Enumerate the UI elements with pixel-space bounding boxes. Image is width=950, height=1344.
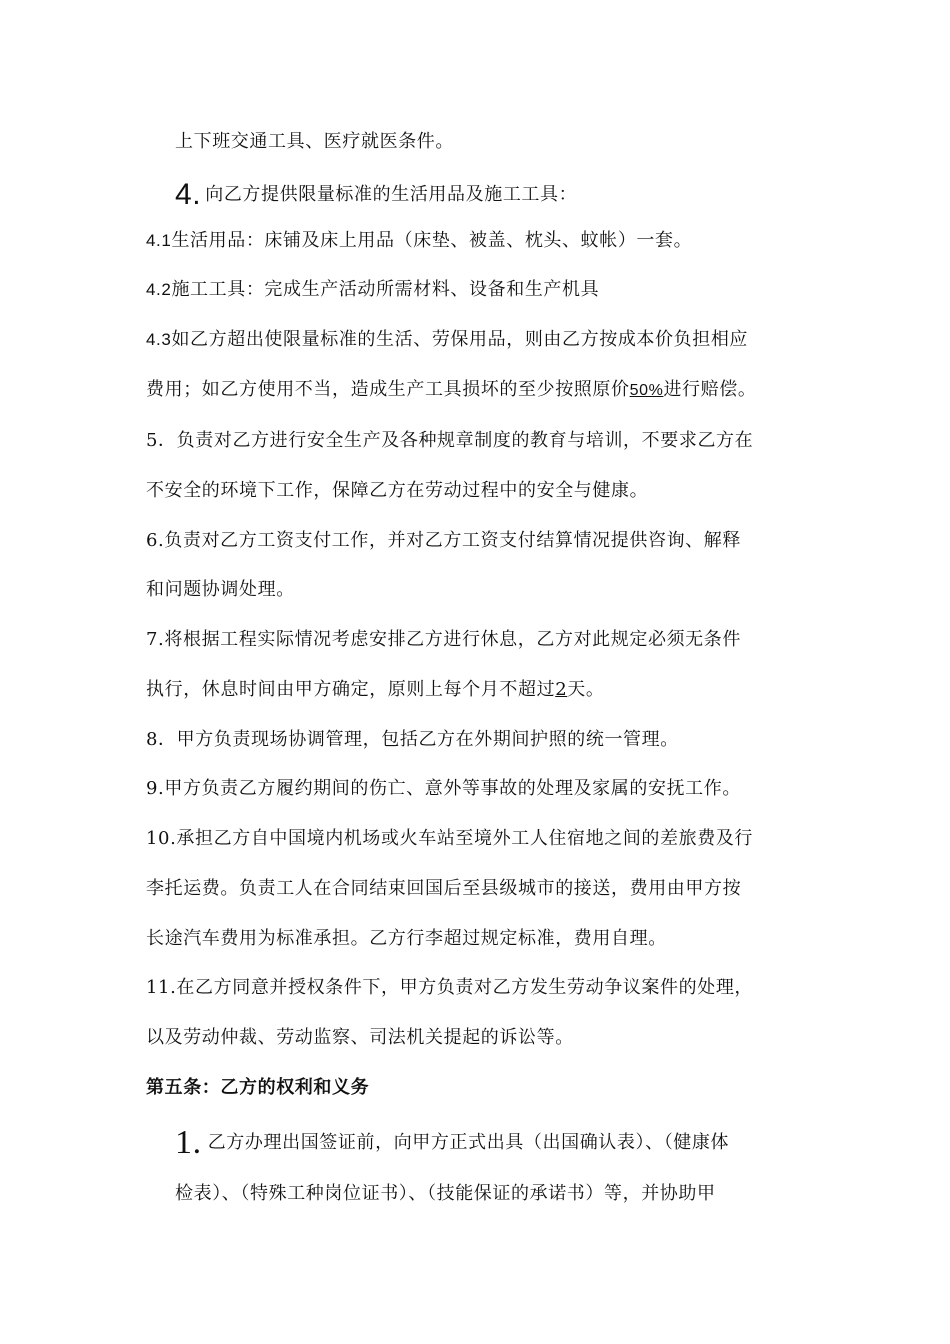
list-item-11: 11.在乙方同意并授权条件下，甲方负责对乙方发生劳动争议案件的处理， bbox=[146, 977, 754, 998]
list-item-4-1 bbox=[146, 229, 692, 253]
text-line: 和问题协调处理。 bbox=[146, 579, 295, 600]
text-line: 李托运费。负责工人在合同结束回国后至县级城市的接送，费用由甲方按 bbox=[146, 878, 742, 899]
text-line: 上下班交通工具、医疗就医条件。 bbox=[175, 131, 454, 152]
days-value: 2 bbox=[555, 679, 568, 700]
list-item-9: 9.甲方负责乙方履约期间的伤亡、意外等事故的处理及家属的安抚工作。 bbox=[146, 778, 741, 799]
item-number: 4.3 bbox=[146, 330, 172, 349]
list-item-6: 6.负责对乙方工资支付工作，并对乙方工资支付结算情况提供咨询、解释 bbox=[146, 530, 741, 551]
list-item-8: 8．甲方负责现场协调管理，包括乙方在外期间护照的统一管理。 bbox=[146, 729, 679, 750]
item-text: 如乙方超出使限量标准的生活、劳保用品，则由乙方按成本价负担相应 bbox=[171, 329, 749, 350]
item-number: 4. bbox=[175, 178, 202, 211]
text-segment: 天。 bbox=[567, 679, 605, 700]
text-segment: 进行赔偿。 bbox=[663, 379, 757, 400]
item-text: 施工工具：完成生产活动所需材料、设备和生产机具 bbox=[171, 279, 600, 300]
list-item-1 bbox=[175, 1126, 729, 1160]
text-segment: 执行，休息时间由甲方确定，原则上每个月不超过 bbox=[146, 679, 556, 700]
list-item-4 bbox=[175, 180, 577, 210]
list-item-4-2 bbox=[146, 278, 599, 302]
text-line bbox=[146, 678, 604, 702]
text-segment: 费用；如乙方使用不当，造成生产工具损坏的至少按照原价 bbox=[146, 379, 630, 400]
list-item-7: 7.将根据工程实际情况考虑安排乙方进行休息，乙方对此规定必须无条件 bbox=[146, 629, 741, 650]
text-line: 以及劳动仲裁、劳动监察、司法机关提起的诉讼等。 bbox=[146, 1027, 574, 1048]
list-item-5: 5．负责对乙方进行安全生产及各种规章制度的教育与培训，不要求乙方在 bbox=[146, 430, 754, 451]
item-text: 生活用品：床铺及床上用品（床垫、被盖、枕头、蚊帐）一套。 bbox=[171, 230, 693, 251]
list-item-10: 10.承担乙方自中国境内机场或火车站至境外工人住宿地之间的差旅费及行 bbox=[146, 828, 754, 849]
text-line bbox=[146, 378, 756, 403]
item-number: 4.2 bbox=[146, 280, 172, 299]
text-line: 长途汽车费用为标准承担。乙方行李超过规定标准，费用自理。 bbox=[146, 928, 667, 949]
section-heading: 第五条：乙方的权利和义务 bbox=[146, 1077, 370, 1098]
item-number: 1. bbox=[175, 1124, 202, 1161]
text-line: 检表）、（特殊工种岗位证书）、（技能保证的承诺书）等，并协助甲 bbox=[175, 1183, 716, 1204]
text-line: 不安全的环境下工作，保障乙方在劳动过程中的安全与健康。 bbox=[146, 480, 649, 501]
percentage-value: 50% bbox=[629, 382, 664, 399]
item-text: 乙方办理出国签证前，向甲方正式出具（出国确认表）、（健康体 bbox=[207, 1132, 730, 1153]
item-number: 4.1 bbox=[146, 231, 172, 250]
item-text: 向乙方提供限量标准的生活用品及施工工具： bbox=[205, 184, 578, 205]
list-item-4-3 bbox=[146, 328, 748, 352]
